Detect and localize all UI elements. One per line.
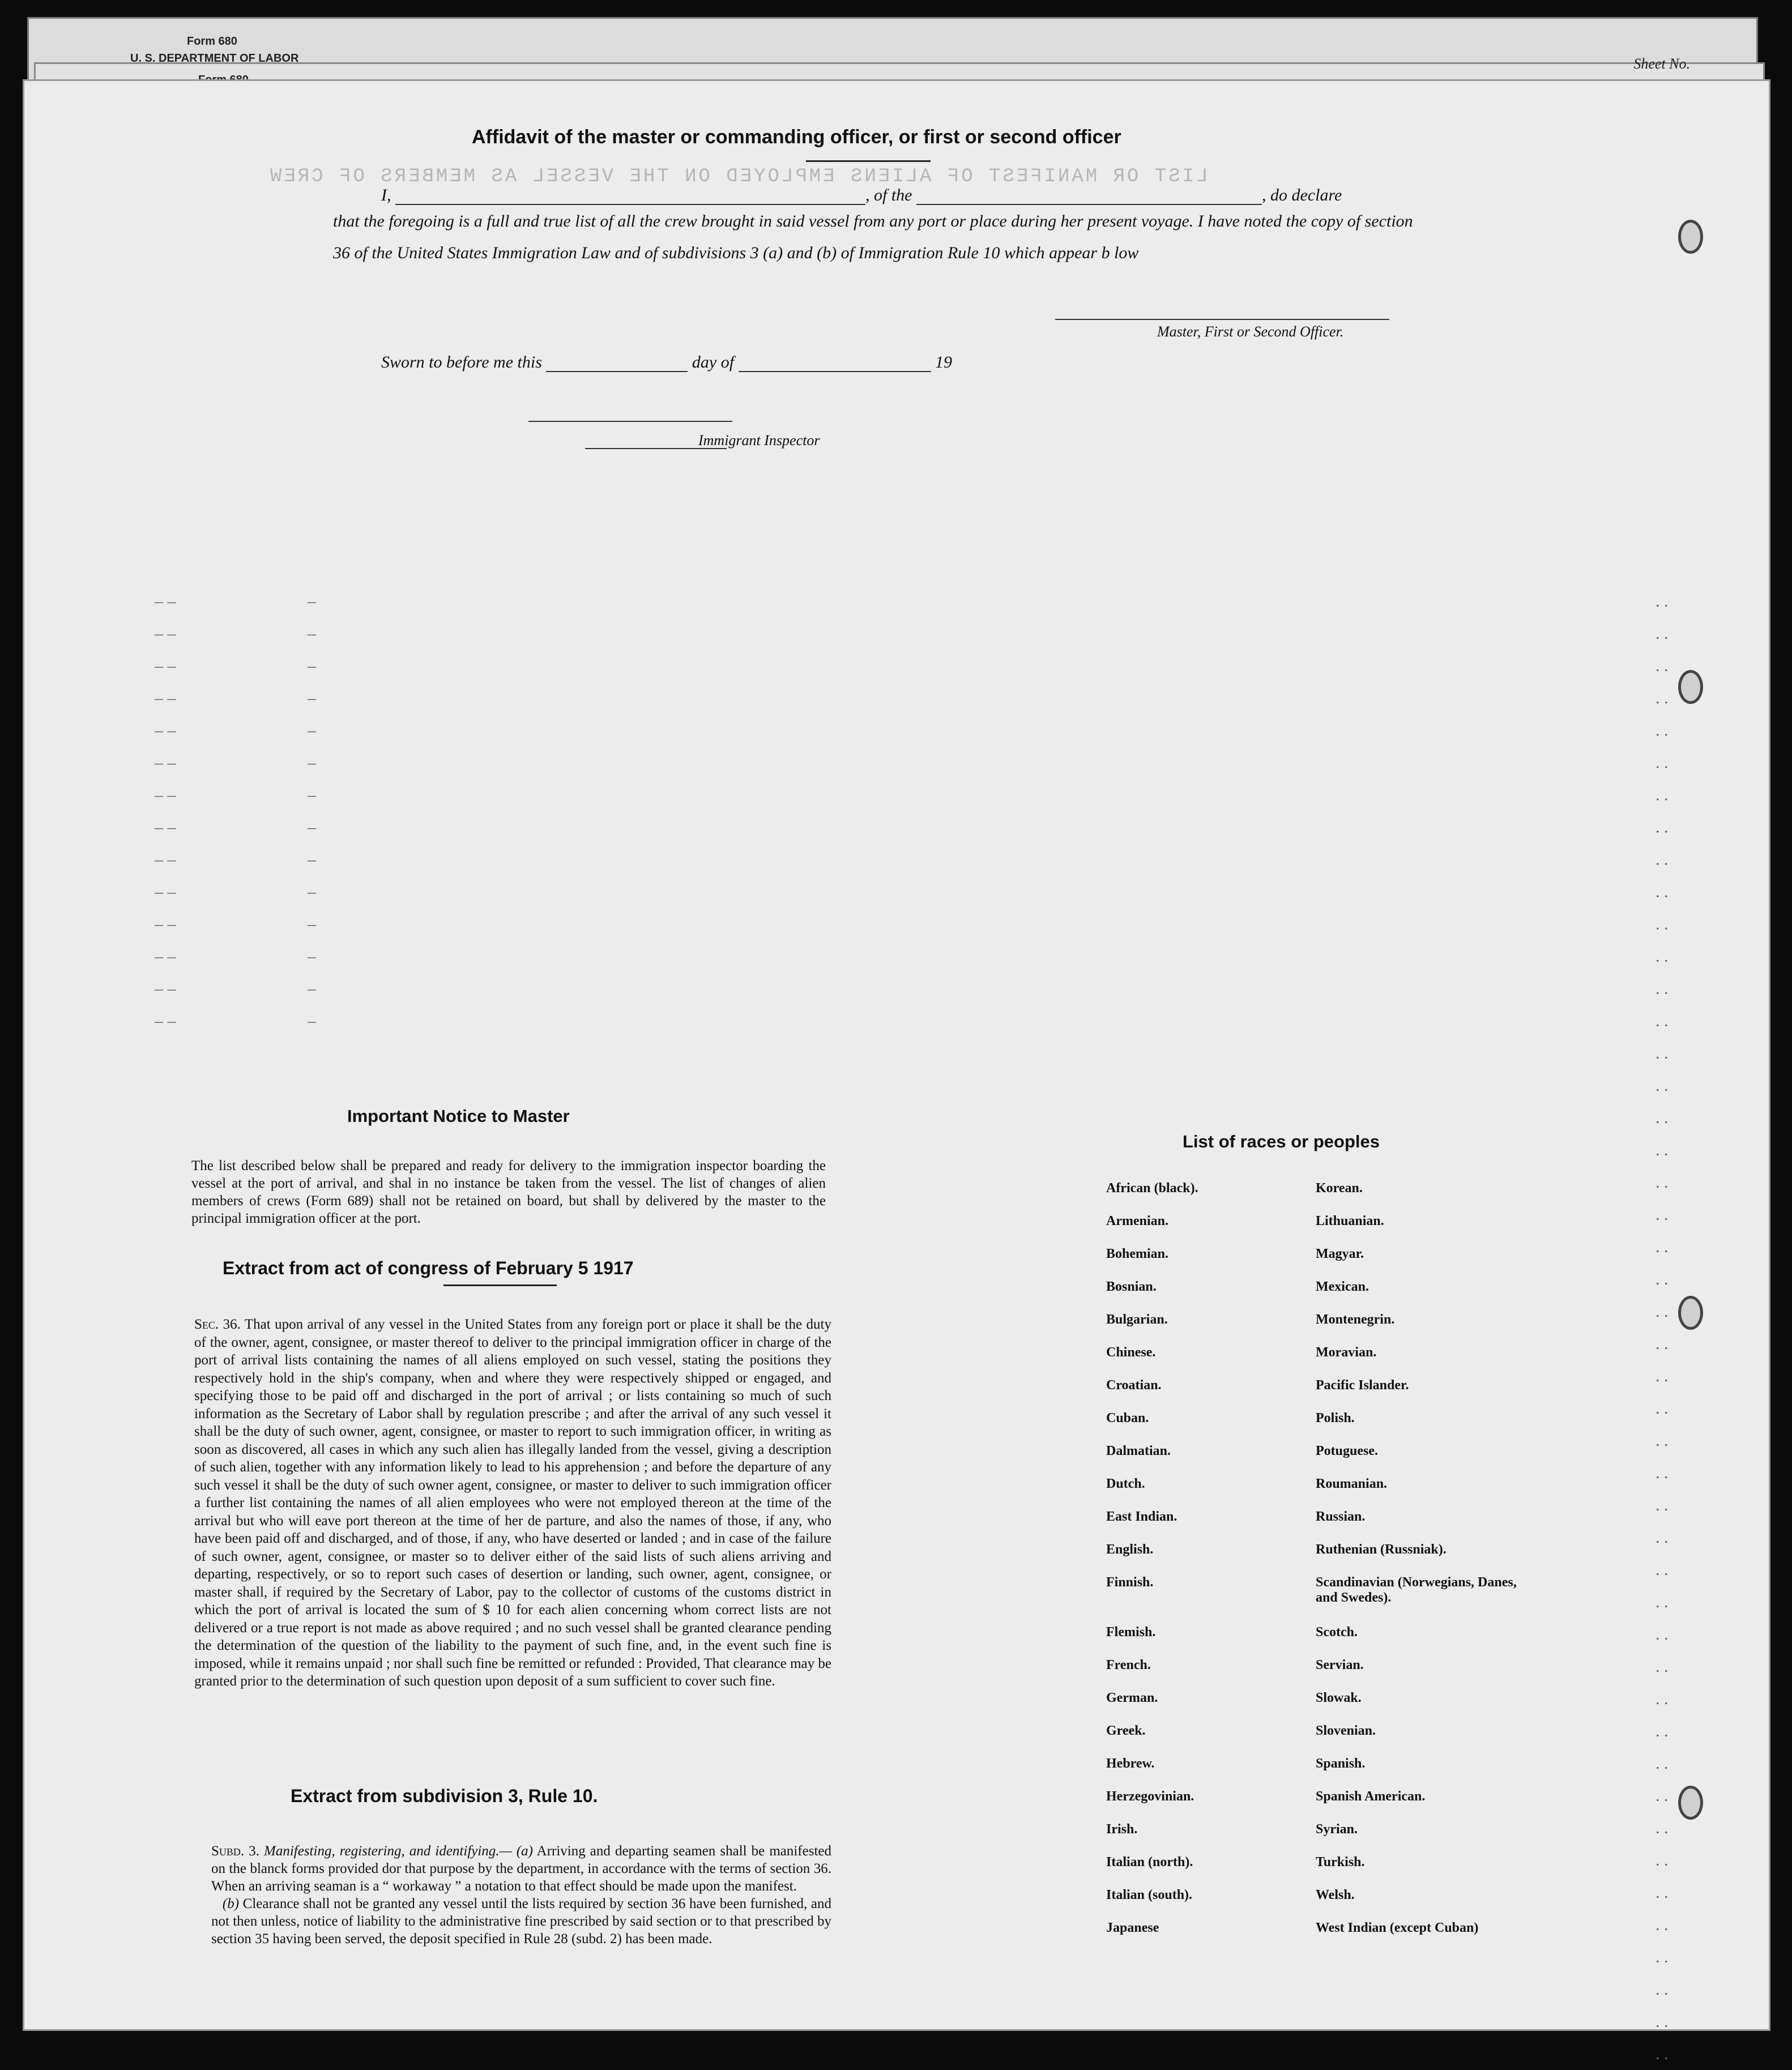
race-item: African (black). <box>1106 1181 1198 1196</box>
affidavit-declare-label: , do declare <box>1262 186 1342 204</box>
race-item: Scandinavian (Norwegians, Danes, and Swedes). <box>1316 1575 1517 1605</box>
binder-hole <box>1678 1296 1703 1330</box>
title-rule <box>806 160 931 162</box>
race-item: Montenegrin. <box>1316 1312 1395 1327</box>
sheet-number-label: Sheet No. <box>1633 56 1690 72</box>
race-item: Lithuanian. <box>1316 1214 1384 1228</box>
bleed-dash-column-3: . . . . . . . . . . . . . . . . . . . . . . . . . . . . . . . . . . . . . . . . . . . . . . . . . . . . . . . . . . . . . . . . . . . . . . . . . . . . . . . . . . . . . . . . . . . . <box>1656 592 1669 2063</box>
binder-hole <box>1678 1786 1703 1820</box>
subd-para-b: Clearance shall not be granted any vessel until the lists required by section 36 have been furnished, and not then unless, notice of liability to the administrative fine prescribed by said section or to that prescribed by section 35 having been served, the deposit specified in Rule 28 (subd. 2) has been made. <box>211 1896 832 1947</box>
races-column-1 <box>1106 1181 1198 1953</box>
race-item: Armenian. <box>1106 1214 1168 1228</box>
race-item: Spanish American. <box>1316 1789 1426 1804</box>
race-item: Croatian. <box>1106 1378 1162 1393</box>
race-item: Welsh. <box>1316 1888 1355 1902</box>
race-item: Turkish. <box>1316 1855 1365 1870</box>
race-item: Spanish. <box>1316 1756 1366 1771</box>
race-item: Moravian. <box>1316 1345 1377 1360</box>
race-item: Roumanian. <box>1316 1476 1388 1491</box>
binder-hole <box>1678 220 1703 254</box>
document-page <box>23 79 1770 2063</box>
race-item: German. <box>1106 1691 1158 1705</box>
department-label: U. S. DEPARTMENT OF LABOR <box>130 52 299 65</box>
race-item: Pacific Islander. <box>1316 1378 1409 1393</box>
affidavit-body: that the foregoing is a full and true list of all the crew brought in said vessel from any port or place during her present voyage. I have noted the copy of section 36 of the United States Immigration Law and of subdivisions 3 (a) and (b) of Immigration Rule 10 which appear b low <box>333 212 1413 262</box>
race-item: Herzegovinian. <box>1106 1789 1194 1804</box>
master-signature-line <box>1055 319 1389 320</box>
race-item: French. <box>1106 1658 1151 1672</box>
race-item: Scotch. <box>1316 1625 1358 1640</box>
sworn-month-blank <box>739 357 931 372</box>
notice-body: The list described below shall be prepared and ready for delivery to the immigration inspector boarding the vessel at the port of arrival, and shal in no instance be taken from the vessel. The list of changes of alien members of crews (Form 689) shall not be retained on board, but shall by delivered by the master to the principal immigration officer at the port. <box>191 1158 826 1226</box>
races-column-2 <box>1316 1181 1531 1953</box>
affidavit-i-label: I, <box>381 186 391 204</box>
extract-rule-title: Extract from subdivision 3, Rule 10. <box>291 1786 598 1806</box>
race-item: Polish. <box>1316 1411 1355 1425</box>
race-item: English. <box>1106 1542 1154 1557</box>
section-body: That upon arrival of any vessel in the United States from any foreign port or place it shall be the duty of the owner, agent, consignee, or master thereof to deliver to the principal immigration officer in charge of the port of arrival lists containing the names of all aliens employed on such vessel, stating the positions they respectively hold in the ship's company, when and where they were respectively shipped or engaged, and specifying those to be paid off and discharged in the port of arrival ; or lists containing so much of such information as the Secretary of Labor shall by regulation prescribe ; and after the arrival of any such vessel it shall be the duty of such owner, agent, consignee, or master to report to such immigration officer, in writing as soon as discovered, all cases in which any such alien has illegally landed from the vessel, giving a description of such alien, together with any information likely to lead to his apprehension ; and before the departure of any such vessel it shall be the duty of such owner agent, consignee, or master to deliver to such immigration officer a further list containing the names of all alien employees who were not employed thereon at the time of the arrival but who will eave port thereon at the time of her de parture, and also the names of those, if any, who have been paid off and discharged, and of those, if any, who have deserted or landed ; and in case of the failure of such owner, agent, consignee, or master so to deliver either of the said lists of such aliens arriving and departing, respectively, or so to report such cases of desertion or landing, such owner, agent, consignee, or master shall, if required by the Secretary of Labor, pay to the collector of customs of the customs district in which the port of arrival is located the sum of $ 10 for each alien concerning whom correct lists are not delivered or a true report is not made as above required ; and no such vessel shall be granted clearance pending the determination of the question of the liability to the payment of such fine, and, in the event such fine is imposed, while it remains unpaid ; nor shall such fine be remitted or refunded : Provided, That clearance may be granted prior to the determination of such question upon deposit of a sum sufficient to cover such fine. <box>194 1317 831 1689</box>
race-item: Dutch. <box>1106 1476 1145 1491</box>
affidavit-line1 <box>381 186 1342 205</box>
race-item: Irish. <box>1106 1822 1138 1837</box>
race-item: Bulgarian. <box>1106 1312 1168 1327</box>
sworn-year-label: 19 <box>935 353 953 372</box>
race-item: Greek. <box>1106 1723 1146 1738</box>
binder-hole <box>1678 670 1703 704</box>
bleed-dash-column-2: – – – – – – – – – – – – – – <box>308 592 316 1030</box>
section-36-text <box>194 1316 831 1691</box>
subd-para-b-label: (b) <box>222 1896 240 1911</box>
sworn-label: Sworn to before me this <box>381 353 542 372</box>
race-item: Bosnian. <box>1106 1279 1157 1294</box>
races-title: List of races or peoples <box>1183 1132 1380 1151</box>
race-item: Russian. <box>1316 1509 1366 1524</box>
form-number-top: Form 680 <box>187 35 237 48</box>
race-item: Syrian. <box>1316 1822 1358 1837</box>
extract-act-title: Extract from act of congress of February 5 1917 <box>223 1258 634 1278</box>
race-item: Slovenian. <box>1316 1723 1376 1738</box>
race-item: Japanese <box>1106 1920 1159 1935</box>
race-item: Italian (south). <box>1106 1888 1193 1902</box>
notice-title: Important Notice to Master <box>347 1106 570 1126</box>
sworn-line <box>381 353 952 372</box>
race-item: Potuguese. <box>1316 1444 1378 1458</box>
race-item: Dalmatian. <box>1106 1444 1171 1458</box>
race-item: Bohemian. <box>1106 1247 1169 1261</box>
race-item: Slowak. <box>1316 1691 1362 1705</box>
bleed-through-title: LIST OR MANIFEST OF ALIENS EMPLOYED ON THE VESSEL AS MEMBERS OF CREW <box>268 166 1208 187</box>
affidavit-of-label: , of the <box>865 186 912 204</box>
race-item: Magyar. <box>1316 1247 1364 1261</box>
bleed-dash-column-1: – – – – – – – – – – – – – – – – – – – – – – – – – – – – <box>155 592 176 1030</box>
subd-para-a: Arriving and departing seamen shall be manifested on the blanck forms provided dor that purpose by the department, in accordance with the terms of section 36. When an arriving seaman is a “ workaway ” a notation to that effect should be made upon the manifest. <box>211 1843 831 1894</box>
sworn-day-blank <box>546 357 688 372</box>
race-item: East Indian. <box>1106 1509 1177 1524</box>
section-label: Sec. 36. <box>194 1317 241 1332</box>
sworn-dayof-label: day of <box>692 353 735 372</box>
race-item: Cuban. <box>1106 1411 1149 1425</box>
subd-label: Subd. 3. <box>211 1843 259 1859</box>
subdivision-3-text <box>211 1842 831 1948</box>
race-item: Servian. <box>1316 1658 1364 1672</box>
race-item: Finnish. <box>1106 1575 1154 1590</box>
race-item: Ruthenian (Russniak). <box>1316 1542 1447 1557</box>
name-blank <box>395 190 865 205</box>
race-item: Flemish. <box>1106 1625 1156 1640</box>
race-item: West Indian (except Cuban) <box>1316 1920 1479 1935</box>
race-item: Italian (north). <box>1106 1855 1193 1870</box>
vessel-blank <box>916 190 1262 205</box>
subd-heading: Manifesting, registering, and identifying.— (a) <box>264 1843 533 1859</box>
inspector-label: Immigrant Inspector <box>698 432 820 449</box>
affidavit-title: Affidavit of the master or commanding officer, or first or second officer <box>472 126 1121 148</box>
master-signature-label: Master, First or Second Officer. <box>1157 323 1344 340</box>
extract-rule-line <box>443 1284 557 1286</box>
race-item: Korean. <box>1316 1181 1363 1196</box>
race-item: Chinese. <box>1106 1345 1156 1360</box>
inspector-top-line <box>528 421 732 422</box>
race-item: Mexican. <box>1316 1279 1369 1294</box>
race-item: Hebrew. <box>1106 1756 1155 1771</box>
